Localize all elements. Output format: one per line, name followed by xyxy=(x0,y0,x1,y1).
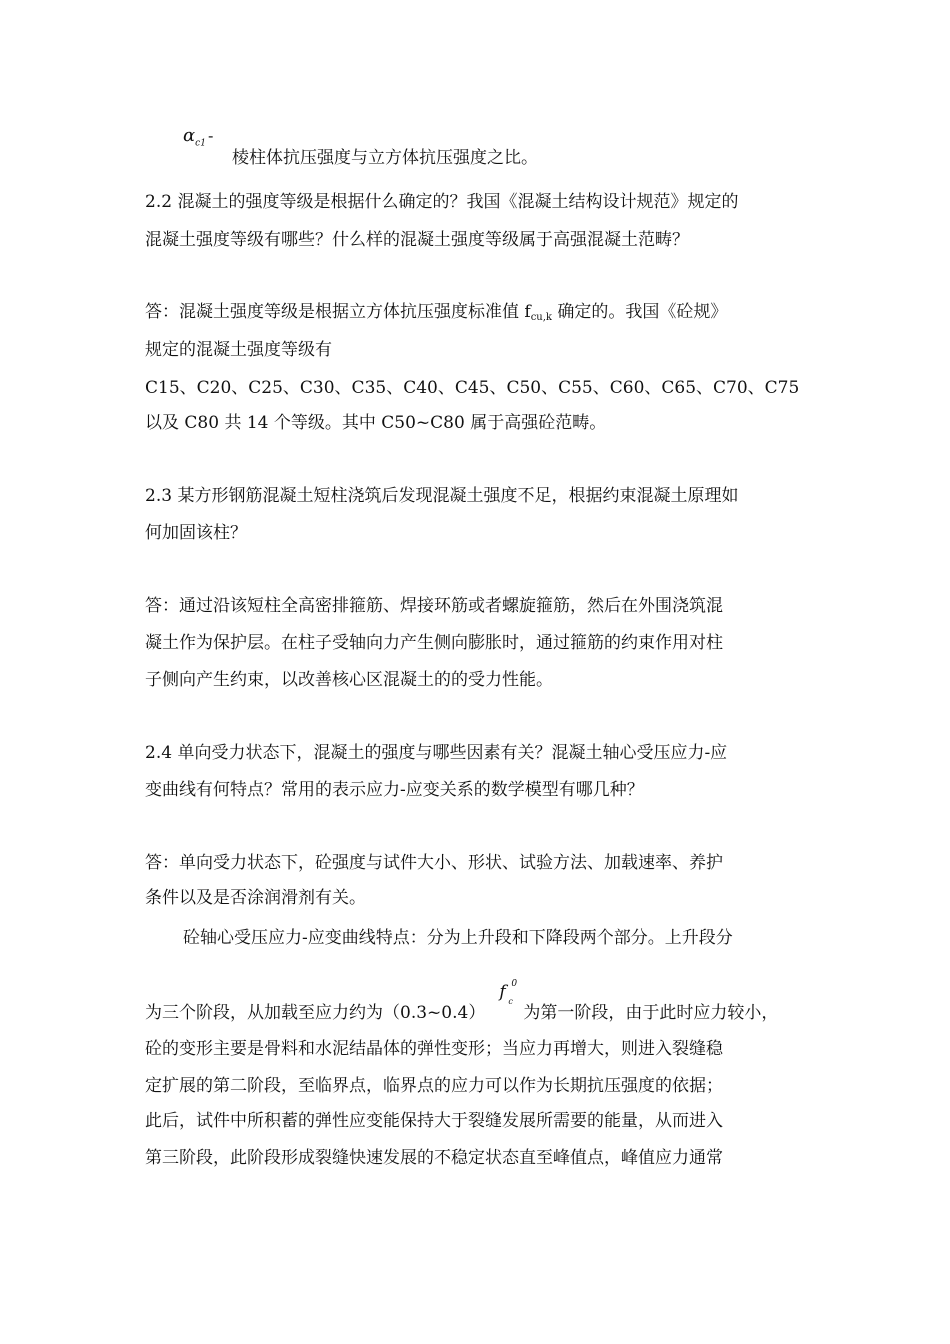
answer-text: 为第一阶段，由于此时应力较小， xyxy=(523,1003,779,1023)
answer-2-4-line-5: 砼的变形主要是骨料和水泥结晶体的弹性变形；当应力再增大，则进入裂缝稳 xyxy=(145,1039,723,1059)
question-2-4-line-1: 2.4 单向受力状态下，混凝土的强度与哪些因素有关？混凝土轴心受压应力-应 xyxy=(145,743,728,763)
answer-text: 答：混凝土强度等级是根据立方体抗压强度标准值 f xyxy=(145,302,531,322)
fc-subscript: c xyxy=(508,997,513,1006)
alpha-dash: - xyxy=(207,126,214,145)
answer-2-3-line-1: 答：通过沿该短柱全高密排箍筋、焊接环筋或者螺旋箍筋，然后在外围浇筑混 xyxy=(145,596,723,616)
answer-2-2-line-3: C15、C20、C25、C30、C35、C40、C45、C50、C55、C60、C65、C70、C75 xyxy=(145,378,800,398)
answer-2-4-line-2: 条件以及是否涂润滑剂有关。 xyxy=(145,888,366,908)
answer-2-4-line-6: 定扩展的第二阶段，至临界点，临界点的应力可以作为长期抗压强度的依据； xyxy=(145,1076,723,1096)
answer-2-2-line-1 xyxy=(145,300,825,330)
question-2-3-line-1: 2.3 某方形钢筋混凝土短柱浇筑后发现混凝土强度不足，根据约束混凝土原理如 xyxy=(145,486,739,506)
fc0-symbol xyxy=(485,979,523,1018)
answer-2-4-line-1: 答：单向受力状态下，砼强度与试件大小、形状、试验方法、加载速率、养护 xyxy=(145,853,723,873)
alpha-base: α xyxy=(183,125,196,146)
alpha-c1-symbol xyxy=(183,124,213,156)
answer-text: 为三个阶段，从加载至应力约为（0.3~0.4） xyxy=(145,1003,486,1023)
answer-2-3-line-3: 子侧向产生约束，以改善核心区混凝土的的受力性能。 xyxy=(145,670,553,690)
answer-2-3-line-2: 凝土作为保护层。在柱子受轴向力产生侧向膨胀时，通过箍筋的约束作用对柱 xyxy=(145,633,723,653)
answer-2-4-line-3: 砼轴心受压应力-应变曲线特点：分为上升段和下降段两个部分。上升段分 xyxy=(183,928,733,948)
fcuk-subscript: cu,k xyxy=(530,312,552,323)
question-2-2-line-2: 混凝土强度等级有哪些？什么样的混凝土强度等级属于高强混凝土范畴？ xyxy=(145,230,689,250)
answer-2-4-line-8: 第三阶段，此阶段形成裂缝快速发展的不稳定状态直至峰值点，峰值应力通常 xyxy=(145,1148,723,1168)
answer-text: 确定的。我国《砼规》 xyxy=(551,302,728,322)
question-2-4-line-2: 变曲线有何特点？常用的表示应力-应变关系的数学模型有哪几种？ xyxy=(145,780,644,800)
answer-2-2-line-2: 规定的混凝土强度等级有 xyxy=(145,340,332,360)
answer-2-4-line-4 xyxy=(145,979,825,1025)
question-2-2-line-1: 2.2 混凝土的强度等级是根据什么确定的？我国《混凝土结构设计规范》规定的 xyxy=(145,192,739,212)
answer-2-4-line-7: 此后，试件中所积蓄的弹性应变能保持大于裂缝发展所需要的能量，从而进入 xyxy=(145,1111,723,1131)
fc-superscript: 0 xyxy=(511,979,518,989)
text-line: 棱柱体抗压强度与立方体抗压强度之比。 xyxy=(232,148,538,168)
alpha-subscript: c1 xyxy=(195,138,206,149)
question-2-3-line-2: 何加固该柱？ xyxy=(145,523,247,543)
answer-2-2-line-4: 以及 C80 共 14 个等级。其中 C50~C80 属于高强砼范畴。 xyxy=(145,413,607,433)
fc-base: f xyxy=(499,982,506,1002)
